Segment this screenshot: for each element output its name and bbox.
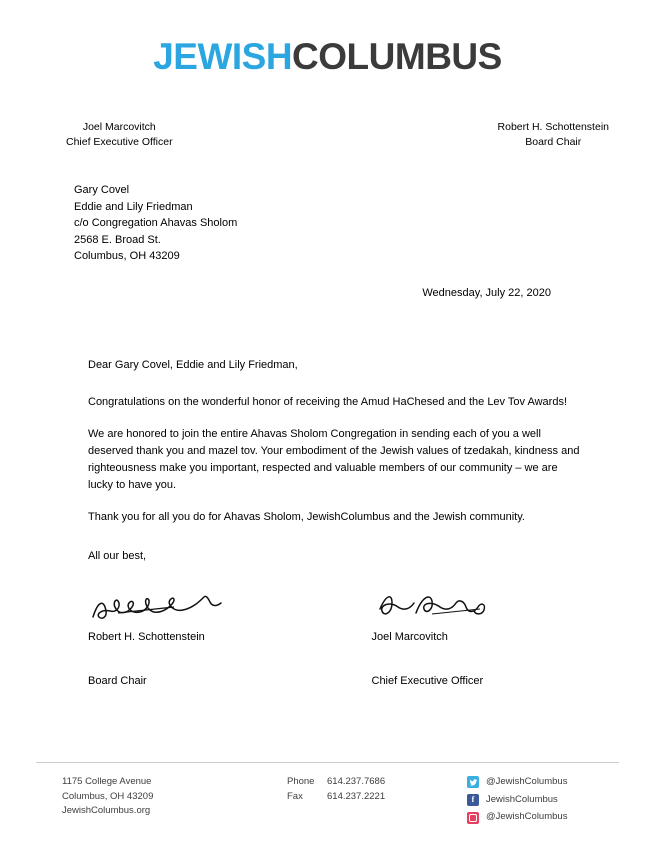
footer-fax-value: 614.237.2221 [327, 790, 386, 802]
signature-mark-ceo [372, 587, 596, 629]
officer-ceo-name: Joel Marcovitch [82, 121, 156, 133]
letter-paragraph-3: Thank you for all you do for Ahavas Sholom, JewishColumbus and the Jewish community. [88, 511, 525, 524]
footer-website[interactable]: JewishColumbus.org [62, 805, 151, 817]
footer-phone-label: Phone [287, 776, 315, 787]
facebook-icon: f [467, 794, 479, 806]
footer-address-line-2: Columbus, OH 43209 [62, 790, 154, 802]
instagram-icon [467, 812, 479, 824]
recipient-line-4: 2568 E. Broad St. [74, 233, 161, 246]
social-instagram-handle: @JewishColumbus [486, 811, 568, 823]
officers-row [0, 120, 655, 150]
signature-block [0, 587, 655, 687]
social-twitter[interactable] [467, 775, 619, 790]
logo-text-jewish: JEWISH [153, 36, 293, 77]
signature-board-chair [88, 587, 312, 687]
jewishcolumbus-logo [153, 38, 502, 75]
signature-name-board-chair: Robert H. Schottenstein [88, 630, 205, 643]
letter-body [0, 357, 655, 565]
letterhead [0, 0, 655, 75]
recipient-line-2: Eddie and Lily Friedman [74, 200, 193, 213]
officer-board-chair [498, 120, 609, 150]
social-instagram[interactable] [467, 810, 619, 825]
signature-mark-board-chair [88, 587, 312, 629]
footer-fax-label: Fax [287, 790, 303, 802]
signature-title-ceo: Chief Executive Officer [371, 674, 484, 687]
recipient-line-1: Gary Covel [74, 184, 130, 197]
officer-ceo-title: Chief Executive Officer [66, 136, 173, 149]
recipient-line-5: Columbus, OH 43209 [74, 250, 180, 263]
logo-text-columbus: COLUMBUS [292, 36, 502, 77]
footer-address-line-1: 1175 College Avenue [62, 776, 152, 787]
signature-title-board-chair: Board Chair [88, 674, 147, 687]
recipient-address-block [0, 182, 655, 265]
letter-paragraph-2: We are honored to join the entire Ahavas Sholom Congregation in sending each of you a well deserved thank you and mazel tov. Your embodiment of the Jewish values of tzedakah, kindness and righteousness make you important, respected and valuable members of our community – we are lucky to have you. [88, 428, 580, 491]
signature-name-ceo: Joel Marcovitch [371, 630, 448, 643]
recipient-line-3: c/o Congregation Ahavas Sholom [74, 217, 238, 230]
footer-social [467, 775, 619, 828]
twitter-icon [467, 776, 479, 788]
letter-salutation: Dear Gary Covel, Eddie and Lily Friedman, [88, 358, 298, 371]
letter-closing: All our best, [88, 549, 147, 562]
footer-address [36, 775, 287, 828]
officer-board-chair-title: Board Chair [525, 136, 582, 149]
letter-paragraph-1: Congratulations on the wonderful honor of receiving the Amud HaChesed and the Lev Tov Awards! [88, 395, 568, 408]
letter-footer [36, 762, 619, 859]
social-twitter-handle: @JewishColumbus [486, 776, 568, 787]
officer-board-chair-name: Robert H. Schottenstein [497, 121, 609, 133]
social-facebook[interactable] [467, 793, 619, 808]
footer-phone-value: 614.237.7686 [327, 776, 386, 787]
footer-contact [287, 775, 467, 828]
letter-date: Wednesday, July 22, 2020 [422, 286, 551, 299]
officer-ceo [66, 120, 173, 150]
social-facebook-handle: JewishColumbus [486, 793, 558, 805]
signature-ceo [312, 587, 596, 687]
